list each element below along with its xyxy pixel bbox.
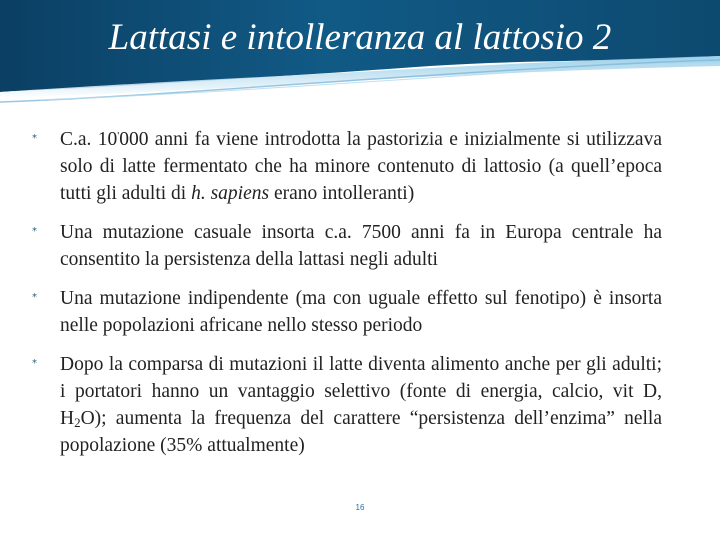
- bullet-mark: *: [32, 358, 37, 369]
- bullet-text-part: O); aumenta la frequenza del carattere “persistenza dell’enzima” nella popolazione (35% attualmente): [60, 408, 662, 456]
- slide-title: Lattasi e intolleranza al lattosio 2: [108, 17, 612, 58]
- bullet-mark: *: [32, 292, 37, 303]
- bullet-text-part: C.a. 10: [60, 129, 118, 150]
- page-number: 16: [355, 503, 365, 512]
- bullet-text: [60, 126, 662, 207]
- list-item: [32, 219, 662, 273]
- bullet-text-part: erano intolleranti): [269, 183, 415, 204]
- bullet-text-superscript: ': [117, 130, 120, 142]
- bullet-text: Una mutazione casuale insorta c.a. 7500 anni fa in Europa centrale ha consentito la persistenza della lattasi negli adulti: [60, 222, 662, 270]
- list-item: [32, 351, 662, 459]
- list-item: [32, 126, 662, 207]
- bullet-text-italic: h. sapiens: [191, 183, 270, 204]
- bullet-list: [32, 126, 662, 471]
- bullet-text: [60, 351, 662, 459]
- title-banner: [0, 0, 720, 110]
- bullet-text: Una mutazione indipendente (ma con uguale effetto sul fenotipo) è insorta nelle popolazioni africane nello stesso periodo: [60, 288, 662, 336]
- bullet-mark: *: [32, 133, 37, 144]
- bullet-mark: *: [32, 226, 37, 237]
- list-item: [32, 285, 662, 339]
- bullet-text-part: 000 anni fa viene introdotta la pastorizia e inizialmente si utilizzava solo di latte fermentato che ha minore contenuto di lattosio (a quell’epoca tutti gli adulti di: [60, 129, 662, 204]
- bullet-text-subscript: 2: [74, 415, 81, 430]
- bullet-text-part: Dopo la comparsa di mutazioni il latte diventa alimento anche per gli adulti; i portatori hanno un vantaggio selettivo (fonte di energia, calcio, vit D, H: [60, 354, 662, 429]
